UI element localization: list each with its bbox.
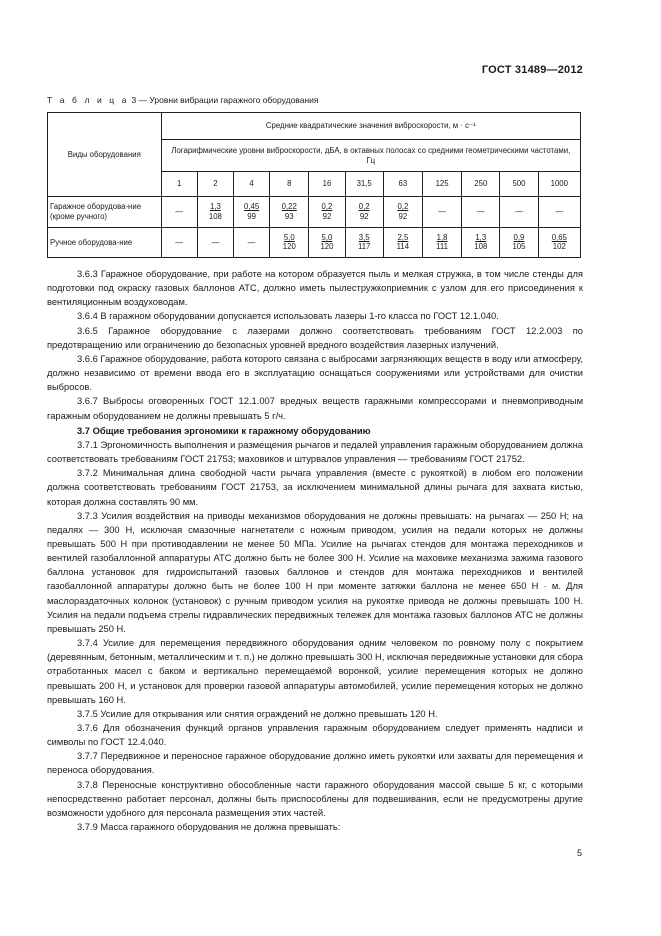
header-levels: Логарифмические уровни виброскорости, дБА, в октавных полосах со средними геометрическими частотами, Гц (161, 140, 580, 172)
table-caption-label: Т а б л и ц а (47, 95, 130, 105)
velocity-value: 1,8 (436, 232, 448, 242)
frequency-cell: 2 (197, 172, 233, 197)
value-cell (500, 228, 538, 258)
section-heading-3-7: 3.7 Общие требования эргономики к гаражному оборудованию (77, 425, 371, 436)
paragraph-3-7-4: 3.7.4 Усилие для перемещения передвижного оборудования одним человеком по ровному полу с покрытием (деревянным, бетонным, металлическим и т. п.) не должно превышать 300 Н, исключая передвижные установки для сбора отработанных масел с баком и вертикально перемещаемой воронкой, усилие перемещения которых не должно превышать 200 Н, и установок для проверки газовой аппаратуры автомобилей, усилие перемещения которых не должно превышать 160 Н. (47, 638, 583, 705)
velocity-value: 0,22 (281, 202, 297, 212)
paragraph-3-7-2: 3.7.2 Минимальная длина свободной части рычага управления (вместе с рукояткой) в любом его положении должна соответствовать требованиям ГОСТ 21753, за исключением минимальной длины рычага для захвата кистью, которая должна составлять 90 мм. (47, 468, 583, 507)
value-cell (422, 228, 461, 258)
level-value: 114 (396, 242, 410, 252)
value-cell: — (538, 197, 580, 228)
level-value: 93 (284, 211, 294, 221)
level-value: 117 (357, 242, 371, 252)
frequency-cell: 4 (233, 172, 269, 197)
page-number: 5 (576, 848, 582, 858)
value-cell: — (197, 228, 233, 258)
velocity-value: 3,5 (358, 232, 370, 242)
frequency-cell: 31,5 (345, 172, 383, 197)
velocity-value: 1,3 (475, 232, 487, 242)
table-caption (47, 95, 319, 105)
paragraph-3-7-5: 3.7.5 Усилие для открывания или снятия ограждений не должно превышать 120 Н. (77, 708, 438, 719)
value-cell (270, 228, 309, 258)
frequency-cell: 125 (422, 172, 461, 197)
table-row (48, 228, 581, 258)
column-header-equipment-types: Виды оборудования (48, 113, 162, 197)
document-code: ГОСТ 31489—2012 (481, 64, 583, 76)
level-value: 92 (359, 211, 369, 221)
frequency-cell: 1000 (538, 172, 580, 197)
paragraph-3-6-4: 3.6.4 В гаражном оборудовании допускается использовать лазеры 1-го класса по ГОСТ 12.1.040. (77, 311, 499, 322)
paragraph-3-7-3: 3.7.3 Усилия воздействия на приводы механизмов оборудования не должны превышать: на рычагах — 250 Н; на педалях — 300 Н, исключая смазочные нагнетатели с ножным приводом, усилия на педали которых не должны превышать 500 Н при противодавлении не менее 50 МПа. Усилие на рычагах стендов для монтажа переходников и вентилей газобаллонной аппаратуры АТС должно быть не более 300 Н. Усилие на маховике механизма зажима газового баллона установок для гидроиспытаний газовых баллонов и стендов для монтажа переходников и вентилей газобаллонной аппаратуры должно быть не более 100 Н при моменте затяжки баллона не менее 650 Н · м. Для маслораздаточных колонок (установок) с ручным приводом усилия на рукоятке привода не должны превышать 100 Н. Усилия на педали подъема стрелы гидравлических передвижных тележек для монтажа газовых баллонов АТС не должны превышать 250 Н. (47, 510, 583, 634)
velocity-value: 0,2 (397, 202, 409, 212)
level-value: 92 (398, 211, 408, 221)
velocity-value: 2,5 (397, 232, 409, 242)
level-value: 120 (320, 242, 334, 252)
value-cell: — (161, 197, 197, 228)
value-cell: — (500, 197, 538, 228)
level-value: 108 (208, 211, 222, 221)
value-cell (197, 197, 233, 228)
vibration-table (47, 112, 581, 258)
frequency-cell: 1 (161, 172, 197, 197)
value-cell (462, 228, 500, 258)
row-label: Ручное оборудова-ние (48, 228, 162, 258)
level-value: 102 (552, 242, 566, 252)
body-text (47, 267, 583, 834)
level-value: 92 (322, 211, 332, 221)
paragraph-3-6-3: 3.6.3 Гаражное оборудование, при работе на котором образуется пыль и мелкая стружка, в том числе стенды для подготовки под окраску газовых баллонов АТС, должно иметь пылестружкоприемник с узлом для его присоединения к вентиляционным воздуховодам. (47, 269, 583, 308)
value-cell (309, 197, 345, 228)
value-cell: — (161, 228, 197, 258)
value-cell (233, 197, 269, 228)
paragraph-3-6-7: 3.6.7 Выбросы оговоренных ГОСТ 12.1.007 вредных веществ гаражными компрессорами и пневмоприводным гаражным оборудованием не должны превышать 5 г/ч. (47, 396, 583, 421)
velocity-value: 5,0 (321, 232, 333, 242)
paragraph-3-7-8: 3.7.8 Переносные конструктивно обособленные части гаражного оборудования массой свыше 5 кг, с которыми непосредственно работает персонал, должны быть приспособлены для подвешивания, если не предусмотрены другие возможности удобного для персонала размещения этих частей. (47, 779, 583, 818)
value-cell (345, 228, 383, 258)
frequency-cell: 8 (270, 172, 309, 197)
velocity-value: 0,45 (243, 202, 260, 212)
value-cell (383, 197, 422, 228)
frequency-cell: 16 (309, 172, 345, 197)
paragraph-3-6-6: 3.6.6 Гаражное оборудование, работа которого связана с выбросами загрязняющих веществ в воду или атмосферу, должно независимо от времени ввода его в эксплуатацию оснащаться сооружениями или устройствами для очистки выбросов. (47, 353, 583, 393)
value-cell: — (462, 197, 500, 228)
header-velocity: Средние квадратические значения виброскорости, м · с⁻¹ (161, 113, 580, 140)
paragraph-3-7-7: 3.7.7 Передвижное и переносное гаражное оборудование должно иметь рукоятки или захваты для перемещения и переноса оборудования. (47, 751, 583, 776)
velocity-value: 0,65 (551, 232, 567, 242)
level-value: 108 (474, 242, 488, 252)
row-label: Гаражное оборудова-ние (кроме ручного) (48, 197, 162, 228)
level-value: 111 (436, 242, 448, 252)
value-cell (345, 197, 383, 228)
frequency-cell: 250 (462, 172, 500, 197)
paragraph-3-6-5: 3.6.5 Гаражное оборудование с лазерами должно соответствовать требованиям ГОСТ 12.2.003 по предотвращению или ограничению до безопасных уровней вредного воздействия лазерных излучений. (47, 325, 583, 350)
table-row (48, 197, 581, 228)
level-value: 99 (247, 211, 256, 221)
value-cell: — (422, 197, 461, 228)
velocity-value: 0,2 (321, 202, 333, 212)
velocity-value: 0,2 (358, 202, 370, 212)
frequency-cell: 500 (500, 172, 538, 197)
velocity-value: 0,9 (513, 232, 525, 242)
value-cell (309, 228, 345, 258)
value-cell (538, 228, 580, 258)
paragraph-3-7-1: 3.7.1 Эргономичность выполнения и размещения рычагов и педалей управления гаражным оборудованием должна соответствовать требованиям ГОСТ 21753; маховиков и штурвалов управления — требованиям ГОСТ 21752. (47, 439, 583, 465)
level-value: 120 (282, 242, 296, 252)
level-value: 105 (512, 242, 526, 252)
velocity-value: 5,0 (283, 232, 295, 242)
paragraph-3-7-6: 3.7.6 Для обозначения функций органов управления гаражным оборудованием следует применять надписи и символы по ГОСТ 12.4.040. (47, 723, 583, 748)
paragraph-3-7-9: 3.7.9 Масса гаражного оборудования не должна превышать: (77, 822, 341, 833)
value-cell (383, 228, 422, 258)
value-cell (270, 197, 309, 228)
value-cell: — (233, 228, 269, 258)
table-caption-text: 3 — Уровни вибрации гаражного оборудования (131, 95, 319, 105)
frequency-cell: 63 (383, 172, 422, 197)
velocity-value: 1,3 (209, 202, 221, 212)
